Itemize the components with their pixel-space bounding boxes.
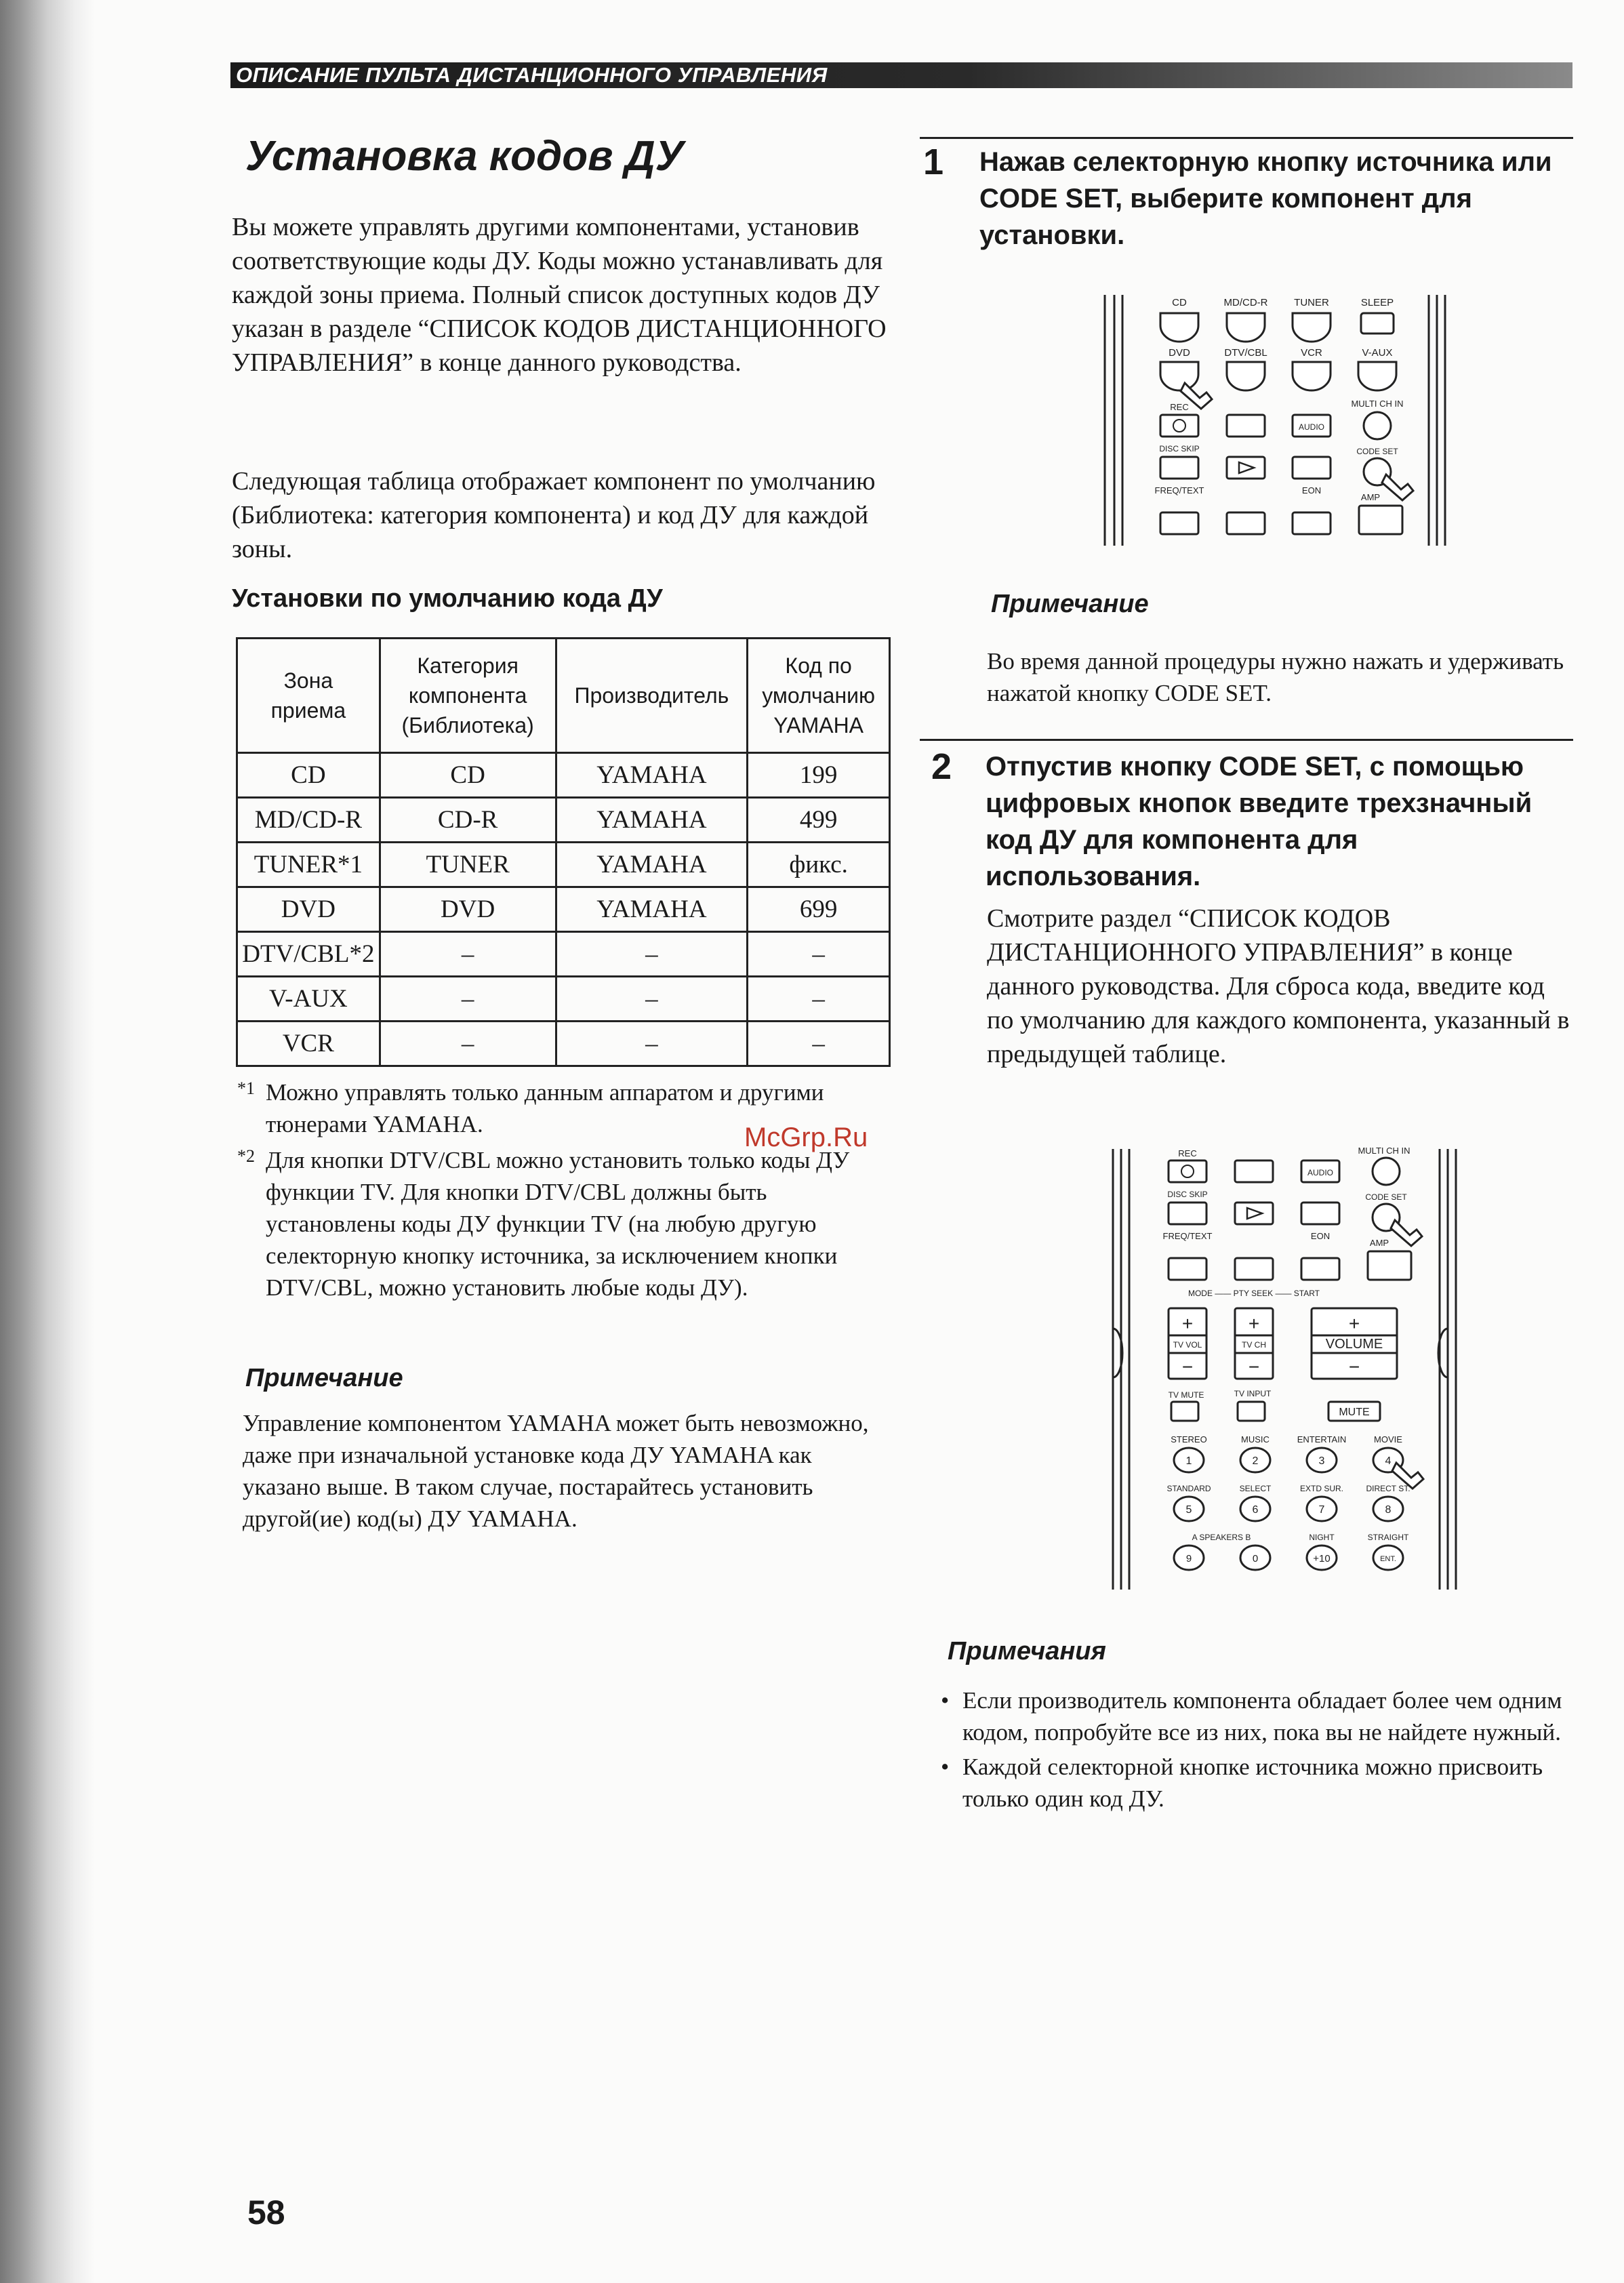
remote1-label: CODE SET <box>1356 447 1398 456</box>
table-cell: фикс. <box>748 843 890 887</box>
intro-paragraph-2: Следующая таблица отображает компонент по умолчанию (Библиотека: категория компонента) и код ДУ для каждой зоны. <box>232 467 876 563</box>
scan-edge-shadow <box>0 0 95 2283</box>
table-cell: DVD <box>380 887 556 932</box>
table-cell: – <box>748 1022 890 1066</box>
pause-button[interactable] <box>1235 1160 1273 1182</box>
prev-button[interactable] <box>1160 512 1198 534</box>
remote2-label: MULTI CH IN <box>1358 1146 1410 1156</box>
table-header-row <box>237 639 890 753</box>
key-label: STEREO <box>1171 1434 1207 1444</box>
remote1-label: DISC SKIP <box>1159 444 1200 453</box>
remote1-label: REC <box>1170 402 1189 412</box>
plus-icon: + <box>1248 1313 1260 1334</box>
table-cell: 699 <box>748 887 890 932</box>
table-cell: 199 <box>748 753 890 798</box>
remote2-label: FREQ/TEXT <box>1162 1231 1213 1241</box>
table-cell: DTV/CBL*2 <box>237 932 380 977</box>
remote1-label: TUNER <box>1294 297 1329 308</box>
table-cell: – <box>380 1022 556 1066</box>
table-row <box>237 1022 890 1066</box>
key-label: SELECT <box>1239 1484 1272 1493</box>
next-button[interactable] <box>1301 1258 1339 1280</box>
footnote-2 <box>237 1144 888 1304</box>
step1-rule <box>920 137 1573 139</box>
key-number: +10 <box>1313 1553 1331 1564</box>
table-cell: VCR <box>237 1022 380 1066</box>
remote1-label: MD/CD-R <box>1223 297 1268 308</box>
plus-icon: + <box>1348 1313 1360 1334</box>
table-row <box>237 753 890 798</box>
sleep-button[interactable] <box>1361 313 1394 334</box>
table-cell: CD <box>380 753 556 798</box>
note-item-text: Если производитель компонента обладает более чем одним кодом, попробуйте все из них, пока вы не найдете нужный. <box>962 1687 1562 1745</box>
vcr-button[interactable] <box>1293 362 1331 390</box>
remote2-label: REC <box>1178 1148 1197 1158</box>
column-header: Категория компонента (Библиотека) <box>380 639 556 753</box>
left-note-heading: Примечание <box>245 1364 403 1392</box>
play-button[interactable] <box>1227 457 1265 479</box>
remote2-label: TV VOL <box>1173 1340 1202 1350</box>
column-header: Зона приема <box>237 639 380 753</box>
list-item <box>941 1684 1571 1748</box>
remote2-label: VOLUME <box>1325 1337 1383 1352</box>
table-cell: MD/CD-R <box>237 798 380 843</box>
tuner-button[interactable] <box>1293 313 1331 342</box>
rec-button[interactable] <box>1169 1160 1206 1182</box>
key-number: 8 <box>1385 1504 1392 1516</box>
table-cell: YAMAHA <box>556 753 748 798</box>
remote1-label: AMP <box>1360 492 1381 502</box>
amp-button[interactable] <box>1368 1251 1411 1280</box>
remote2-label: TV MUTE <box>1168 1390 1204 1400</box>
cd-button[interactable] <box>1160 313 1198 342</box>
key-number: 1 <box>1185 1455 1192 1467</box>
list-item <box>941 1751 1571 1815</box>
table-cell: CD <box>237 753 380 798</box>
tv-mute-button[interactable] <box>1171 1402 1198 1421</box>
key-number: 2 <box>1252 1455 1259 1467</box>
footnote-mark: *1 <box>237 1078 255 1098</box>
remote1-label: MULTI CH IN <box>1351 399 1404 409</box>
note-item-text: Каждой селекторной кнопке источника можно присвоить только один код ДУ. <box>962 1754 1543 1812</box>
step2-number: 2 <box>931 746 952 787</box>
pause-button[interactable] <box>1227 415 1265 437</box>
remote2-label: DISC SKIP <box>1167 1190 1208 1199</box>
disc-skip-button[interactable] <box>1169 1203 1206 1224</box>
key-number: 6 <box>1252 1504 1259 1516</box>
v-aux-button[interactable] <box>1358 362 1396 390</box>
table-heading: Установки по умолчанию кода ДУ <box>232 584 663 613</box>
section-header-text: ОПИСАНИЕ ПУЛЬТА ДИСТАНЦИОННОГО УПРАВЛЕНИЯ <box>236 63 828 87</box>
table-row <box>237 843 890 887</box>
step1-text: Нажав селекторную кнопку источника или CODE SET, выберите компонент для установки. <box>979 147 1552 250</box>
key-label: STANDARD <box>1166 1484 1211 1493</box>
remote1-label: DTV/CBL <box>1224 347 1267 359</box>
skip-forward-button[interactable] <box>1301 1203 1339 1224</box>
remote2-label: CODE SET <box>1365 1192 1407 1202</box>
remote1-label: AUDIO <box>1298 422 1325 432</box>
remote2-label: EON <box>1310 1231 1331 1241</box>
table-cell: – <box>556 977 748 1022</box>
key-label: MOVIE <box>1374 1434 1402 1444</box>
column-header: Код по умолчанию YAMAHA <box>748 639 890 753</box>
remote2-label: TV INPUT <box>1234 1389 1272 1398</box>
remote-illustration-2 <box>1105 1146 1471 1593</box>
next-button[interactable] <box>1293 512 1331 534</box>
disc-skip-button[interactable] <box>1160 457 1198 479</box>
prev-button[interactable] <box>1169 1258 1206 1280</box>
table-cell: – <box>748 977 890 1022</box>
remote-illustration-1 <box>1098 291 1450 549</box>
dvd-button[interactable] <box>1160 362 1198 390</box>
remote2-label: AMP <box>1369 1238 1389 1248</box>
minus-icon: − <box>1248 1356 1260 1377</box>
right-notes-list <box>941 1684 1571 1815</box>
key-label: NIGHT <box>1309 1533 1335 1542</box>
table-cell: CD-R <box>380 798 556 843</box>
remote1-label: DVD <box>1169 347 1190 359</box>
table-cell: TUNER <box>380 843 556 887</box>
footnote-text: Можно управлять только данным аппаратом и другими тюнерами YAMAHA. <box>266 1079 824 1137</box>
footnote-text: Для кнопки DTV/CBL можно установить только коды ДУ функции TV. Для кнопки DTV/CBL должны быть установлены коды ДУ функции TV (на любую другую селекторную кнопку источника, за исключением кнопки DTV/CBL, можно установить любые коды ДУ). <box>266 1147 850 1301</box>
key-label: MUSIC <box>1241 1434 1270 1444</box>
remote2-label: MUTE <box>1339 1407 1370 1418</box>
intro-paragraph-1: Вы можете управлять другими компонентами, установив соответствующие коды ДУ. Коды можно устанавливать для каждой зоны приема. Полный список доступных кодов ДУ указан в разделе “СПИСОК КОДОВ ДИСТАНЦИОННОГО УПРАВЛЕНИЯ” в конце данного руководства. <box>232 213 887 377</box>
table-row <box>237 977 890 1022</box>
plus-icon: + <box>1181 1313 1194 1334</box>
table-cell: – <box>748 932 890 977</box>
bullet-icon: • <box>941 1754 950 1780</box>
step2-rule <box>920 739 1573 741</box>
column-header: Производитель <box>556 639 748 753</box>
key-label: STRAIGHT <box>1367 1533 1409 1542</box>
remote1-label: VCR <box>1301 347 1322 359</box>
table-cell: V-AUX <box>237 977 380 1022</box>
table-cell: YAMAHA <box>556 798 748 843</box>
page-title: Установка кодов ДУ <box>245 133 684 180</box>
table-cell: – <box>380 932 556 977</box>
key-number: ENT. <box>1380 1555 1396 1563</box>
default-codes-table <box>236 637 891 1067</box>
key-label: ENTERTAIN <box>1297 1434 1347 1444</box>
step2-body: Смотрите раздел “СПИСОК КОДОВ ДИСТАНЦИОННОГО УПРАВЛЕНИЯ” в конце данного руководства. Для сброса кода, введите код по умолчанию для каждого компонента, указанный в предыдущей таблице. <box>987 904 1570 1068</box>
key-number: 7 <box>1318 1504 1325 1516</box>
multi-ch-in-button[interactable] <box>1373 1158 1400 1185</box>
key-label: A SPEAKERS B <box>1192 1533 1251 1542</box>
key-number: 3 <box>1318 1455 1325 1467</box>
table-row <box>237 798 890 843</box>
remote2-label: AUDIO <box>1307 1168 1334 1177</box>
key-number: 5 <box>1185 1504 1192 1516</box>
remote1-label: FREQ/TEXT <box>1154 485 1204 496</box>
watermark: McGrp.Ru <box>744 1123 868 1152</box>
table-cell: YAMAHA <box>556 887 748 932</box>
table-cell: 499 <box>748 798 890 843</box>
md-cdr-button[interactable] <box>1227 313 1265 342</box>
remote2-label: TV CH <box>1242 1340 1266 1350</box>
table-cell: DVD <box>237 887 380 932</box>
tv-input-button[interactable] <box>1238 1402 1265 1421</box>
stop-button[interactable] <box>1235 1258 1273 1280</box>
step2-text: Отпустив кнопку CODE SET, с помощью цифровых кнопок введите трехзначный код ДУ для компонента для использования. <box>986 752 1532 891</box>
bullet-icon: • <box>941 1687 950 1714</box>
right-notes-heading: Примечания <box>948 1637 1106 1665</box>
footnote-mark: *2 <box>237 1146 255 1166</box>
multi-ch-in-button[interactable] <box>1364 412 1391 439</box>
key-number: 4 <box>1385 1455 1392 1467</box>
rec-button[interactable] <box>1160 415 1198 437</box>
play-button[interactable] <box>1235 1203 1273 1224</box>
step1-note-heading: Примечание <box>991 590 1149 618</box>
remote1-label: SLEEP <box>1360 297 1394 308</box>
table-cell: – <box>556 1022 748 1066</box>
table-row <box>237 932 890 977</box>
key-label: DIRECT ST. <box>1366 1484 1410 1493</box>
remote1-label: EON <box>1301 485 1322 496</box>
table-cell: TUNER*1 <box>237 843 380 887</box>
table-cell: YAMAHA <box>556 843 748 887</box>
table-row <box>237 887 890 932</box>
minus-icon: − <box>1348 1356 1360 1377</box>
pointing-hand-icon <box>1382 474 1413 500</box>
pointing-hand-icon <box>1391 1220 1422 1246</box>
remote2-label: MODE —— PTY SEEK —— START <box>1187 1289 1320 1298</box>
step1-number: 1 <box>923 142 944 182</box>
key-number: 0 <box>1252 1553 1259 1564</box>
key-label: EXTD SUR. <box>1299 1484 1344 1493</box>
table-cell: – <box>380 977 556 1022</box>
left-note-text: Управление компонентом YAMAHA может быть невозможно, даже при изначальной установке кода ДУ YAMAHA как указано выше. В таком случае, постарайтесь установить другой(ие) код(ы) ДУ YAMAHA. <box>243 1410 869 1532</box>
minus-icon: − <box>1181 1356 1194 1377</box>
step1-note-text: Во время данной процедуры нужно нажать и удерживать нажатой кнопку CODE SET. <box>987 648 1564 706</box>
key-number: 9 <box>1185 1553 1192 1564</box>
remote1-label: V-AUX <box>1362 347 1393 359</box>
stop-button[interactable] <box>1227 512 1265 534</box>
amp-button[interactable] <box>1359 506 1402 534</box>
dtv-cbl-button[interactable] <box>1227 362 1265 390</box>
remote1-label: CD <box>1172 297 1187 308</box>
table-cell: – <box>556 932 748 977</box>
page-number: 58 <box>247 2194 285 2231</box>
skip-forward-button[interactable] <box>1293 457 1331 479</box>
